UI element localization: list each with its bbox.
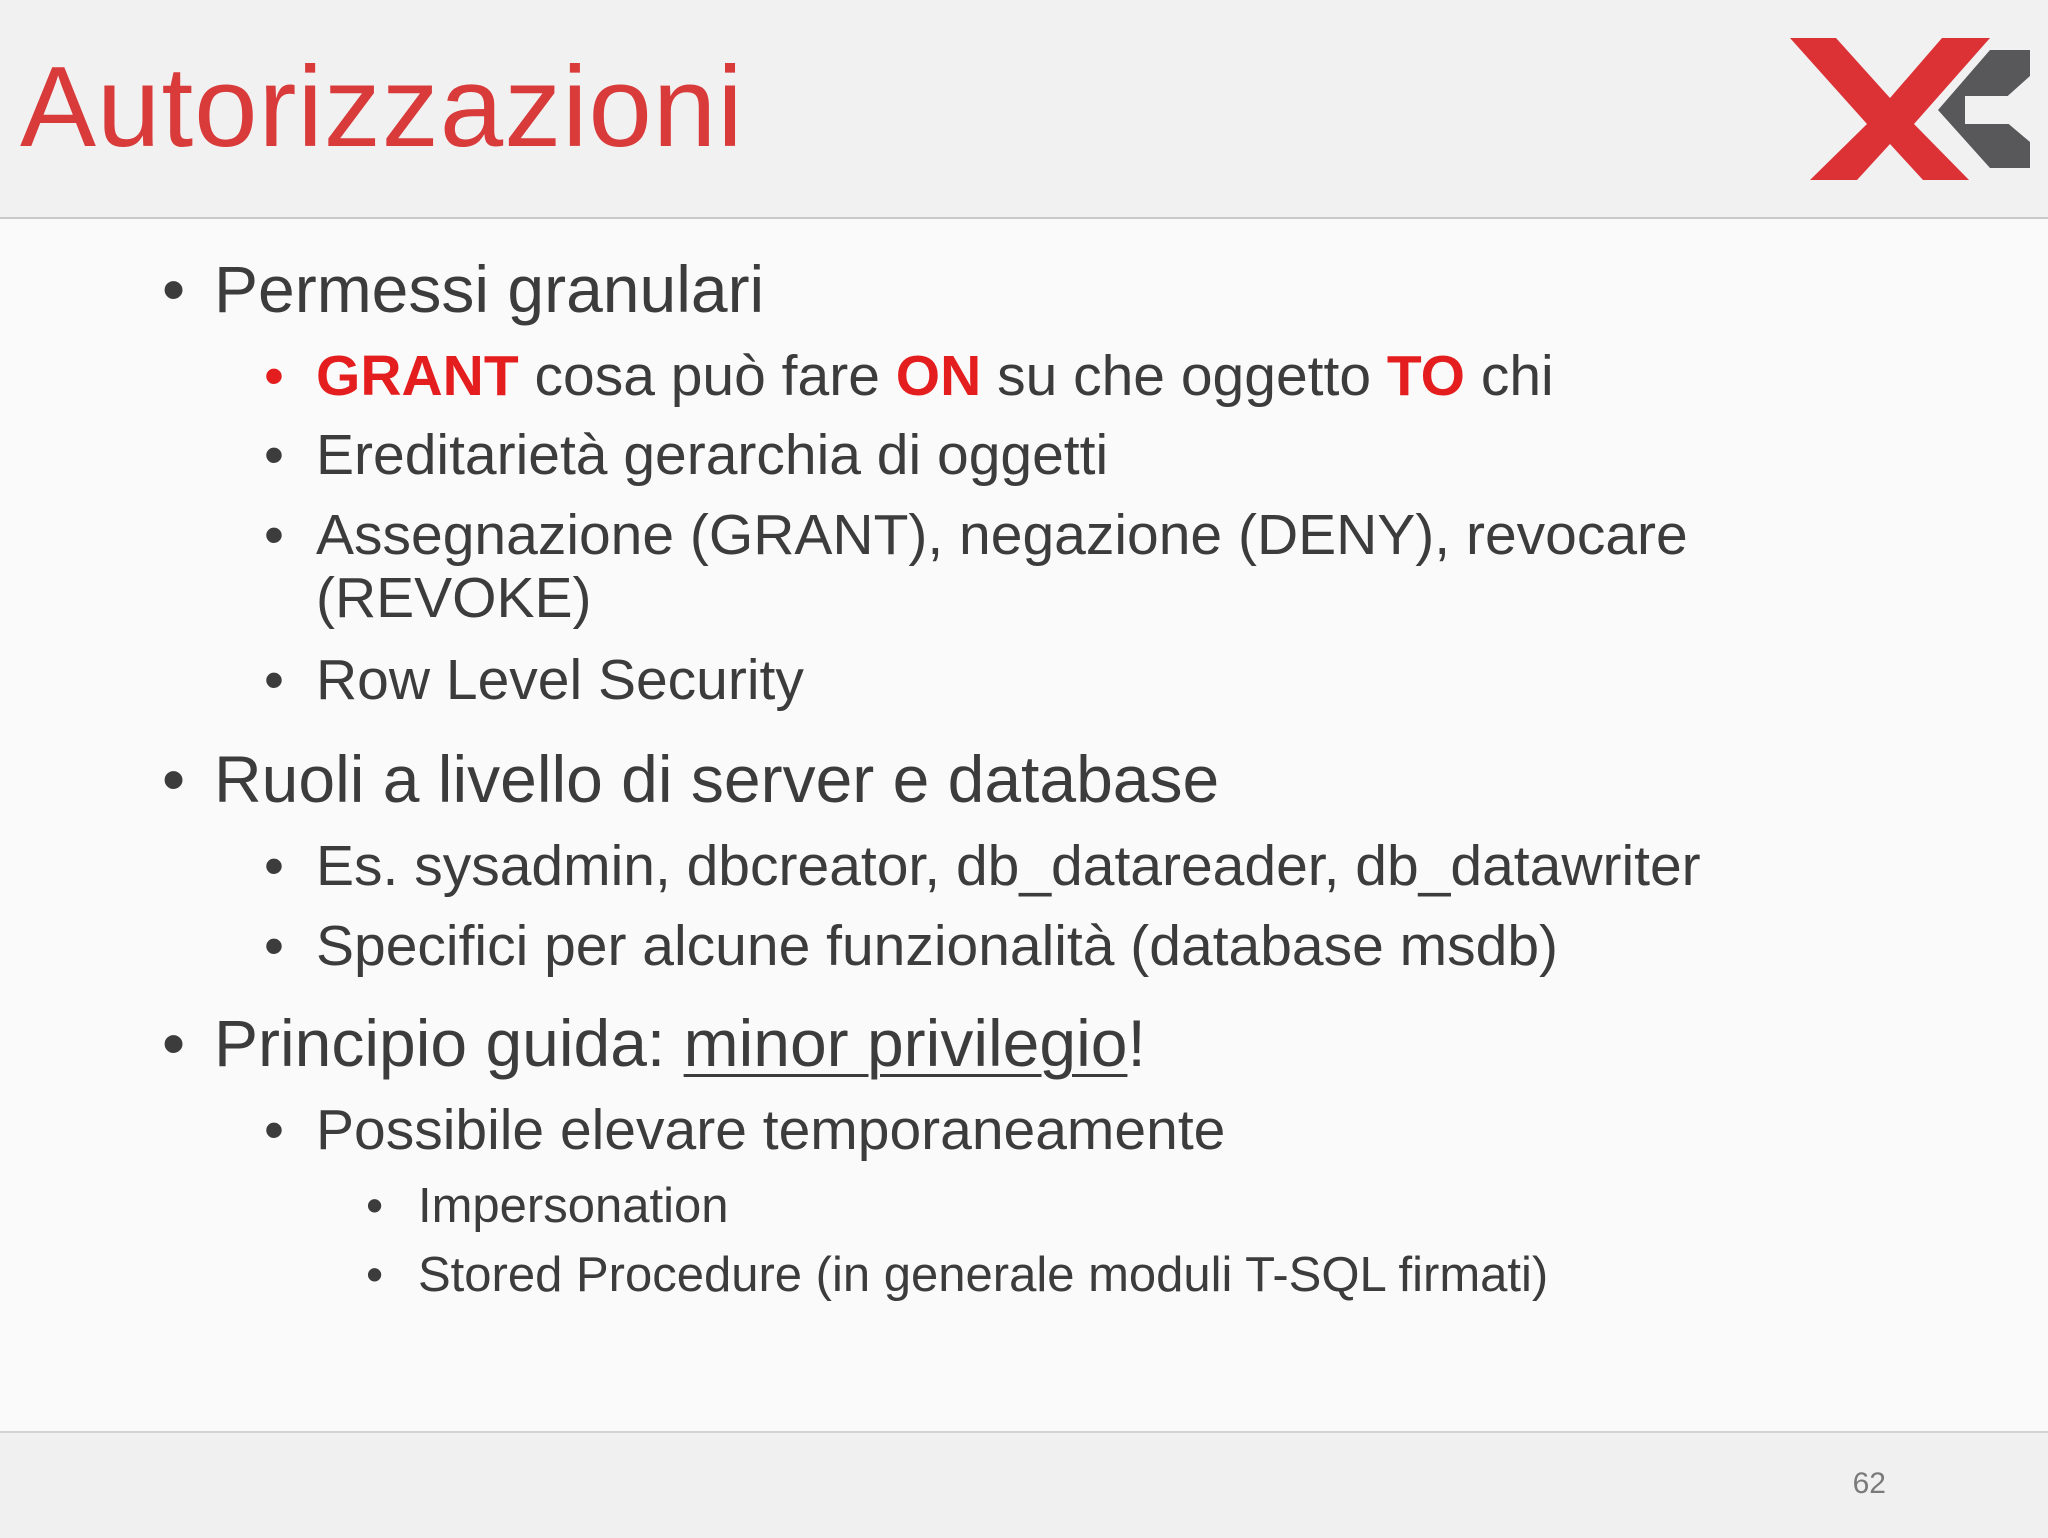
bullet-dot: • xyxy=(264,834,284,898)
bullet-dot: • xyxy=(264,1098,284,1162)
bullet-dot: • xyxy=(162,252,186,326)
bullet-dot: • xyxy=(162,742,186,816)
bullet-dot: • xyxy=(366,1179,384,1233)
bullet-dot: • xyxy=(264,423,284,487)
bullet-dot: • xyxy=(264,503,284,567)
bullet-dot: • xyxy=(366,1248,384,1302)
bullet-dot-red: • xyxy=(264,344,284,408)
xe-logo-icon xyxy=(1790,38,2030,180)
bullet-dot: • xyxy=(162,1006,186,1080)
keyword-grant: GRANT xyxy=(316,344,519,408)
bullet-assegnazione-continuation: (REVOKE) xyxy=(316,566,592,630)
keyword-on: ON xyxy=(895,344,982,408)
bullet-dot: • xyxy=(264,914,284,978)
slide-content: • Permessi granulari • GRANT cosa può fare ON su che oggetto TO chi • Ereditarietà gerarchia di oggetti • Assegnazione (GRANT), negazione (DENY), revocare (REVOKE) • Row Level Security • Ruoli a livello di server e database • Es. sysadmin, dbcreator, db_datareader, db_datawriter • Specifici per alcune funzionalità (database msdb) • Principio guida: minor privilegio! • Possibile elevare temporaneamente • Impersonation • Stored Procedure (in generale moduli T-SQL firmati) xyxy=(0,219,2048,1431)
slide-title: Autorizzazioni xyxy=(20,44,744,171)
underlined-minor-privilegio: minor privilegio xyxy=(683,1006,1128,1080)
slide-footer xyxy=(0,1431,2048,1538)
slide-header xyxy=(0,0,2048,219)
bullet-dot: • xyxy=(264,648,284,712)
keyword-to: TO xyxy=(1386,344,1465,408)
page-number: 62 xyxy=(1852,1467,1886,1500)
